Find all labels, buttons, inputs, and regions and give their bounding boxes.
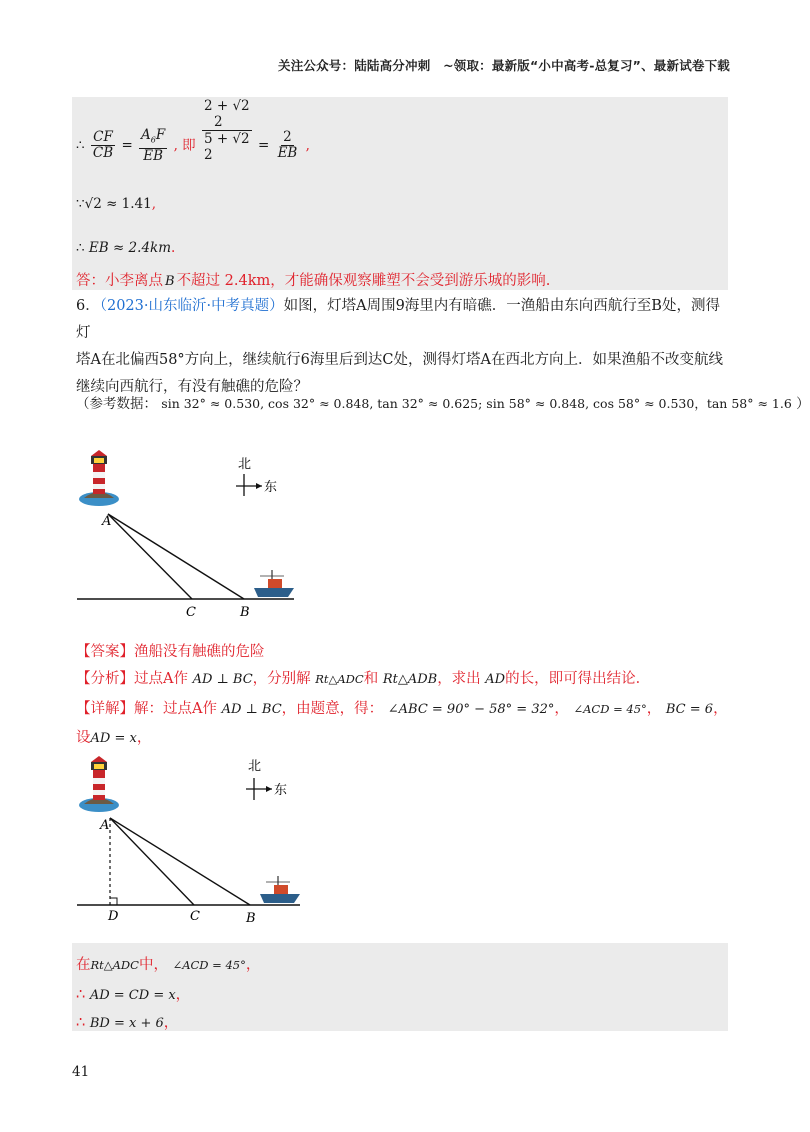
boat-icon <box>254 570 294 597</box>
answer-line: 【答案】渔船没有触礁的危险 <box>76 644 265 660</box>
page-header: 关注公众号：陆陆高分冲刺 ~领取：最新版“小中高考-总复习”、最新试卷下载 <box>278 58 730 73</box>
figure-1 <box>72 446 302 621</box>
reference-data: （参考数据： sin 32° ≈ 0.530, cos 32° ≈ 0.848, tan 32° ≈ 0.625; sin 58° ≈ 0.848, cos 58° ≈ 0.530，tan 58° ≈ 1.6 ） <box>76 396 810 412</box>
point-B: B <box>240 605 250 620</box>
lighthouse-icon <box>79 450 119 506</box>
in-triangle-line: 在Rt△ADC中， ∠ACD = 45°， <box>76 957 261 973</box>
point-C: C <box>190 909 200 924</box>
detail-line: 【详解】解：过点A作 AD ⊥ BC，由题意，得： ∠ABC = 90° − 58° = 32°， ∠ACD = 45°， BC = 6， <box>76 701 728 717</box>
east-label: 东 <box>274 783 288 798</box>
lighthouse-icon <box>79 756 119 812</box>
compass-icon <box>246 778 272 800</box>
therefore-line-1: ∴ AD = CD = x， <box>76 987 191 1003</box>
point-A: A <box>102 514 112 529</box>
figure-2 <box>72 752 302 924</box>
north-label: 北 <box>238 457 252 472</box>
point-B: B <box>246 911 256 926</box>
point-D: D <box>108 909 119 924</box>
set-line: 设AD = x， <box>76 730 152 746</box>
page-number: 41 <box>72 1064 90 1080</box>
east-label: 东 <box>264 480 278 495</box>
compass-icon <box>236 474 262 496</box>
problem-statement: 6．（2023·山东临沂·中考真题）如图，灯塔A周围9海里内有暗礁．一渔船由东向西航行至B处，测得灯 塔A在北偏西58°方向上，继续航行6海里后到达C处，测得灯塔A在西北方向上．如果渔船不改变航线 继续向西航行，有没有触礁的危险？ <box>76 298 723 395</box>
sqrt-approx: ∵√2 ≈ 1.41, <box>76 196 157 212</box>
analysis-line: 【分析】过点A作 AD ⊥ BC，分别解 Rt△ADC和 Rt△ADB，求出 AD的长，即可得出结论． <box>76 671 651 687</box>
north-label: 北 <box>248 759 262 774</box>
point-C: C <box>186 605 196 620</box>
point-A: A <box>100 818 110 833</box>
answer-tag: 【答案】 <box>76 644 134 660</box>
ratio-equation: ∴ $\frac{CF}{CB}$ = $\frac{A_6F}{EB}$ , 即 2 + √2 2 5 + √2 2 = $\frac{2}{EB}$ , <box>76 98 310 164</box>
eb-result: ∴ EB ≈ 2.4km. <box>76 240 176 256</box>
therefore-line-2: ∴ BD = x + 6， <box>76 1015 179 1031</box>
prev-answer: 答：小李离点 B 不超过 2.4km，才能确保观察雕塑不会受到游乐城的影响. <box>76 273 551 289</box>
analysis-tag: 【分析】 <box>76 671 134 687</box>
prev-solution-block <box>72 97 728 290</box>
ratio-label: 即 <box>182 137 196 154</box>
problem-source: （2023·山东临沂·中考真题） <box>99 298 284 314</box>
boat-icon <box>260 876 300 903</box>
detail-tag: 【详解】 <box>76 701 134 717</box>
